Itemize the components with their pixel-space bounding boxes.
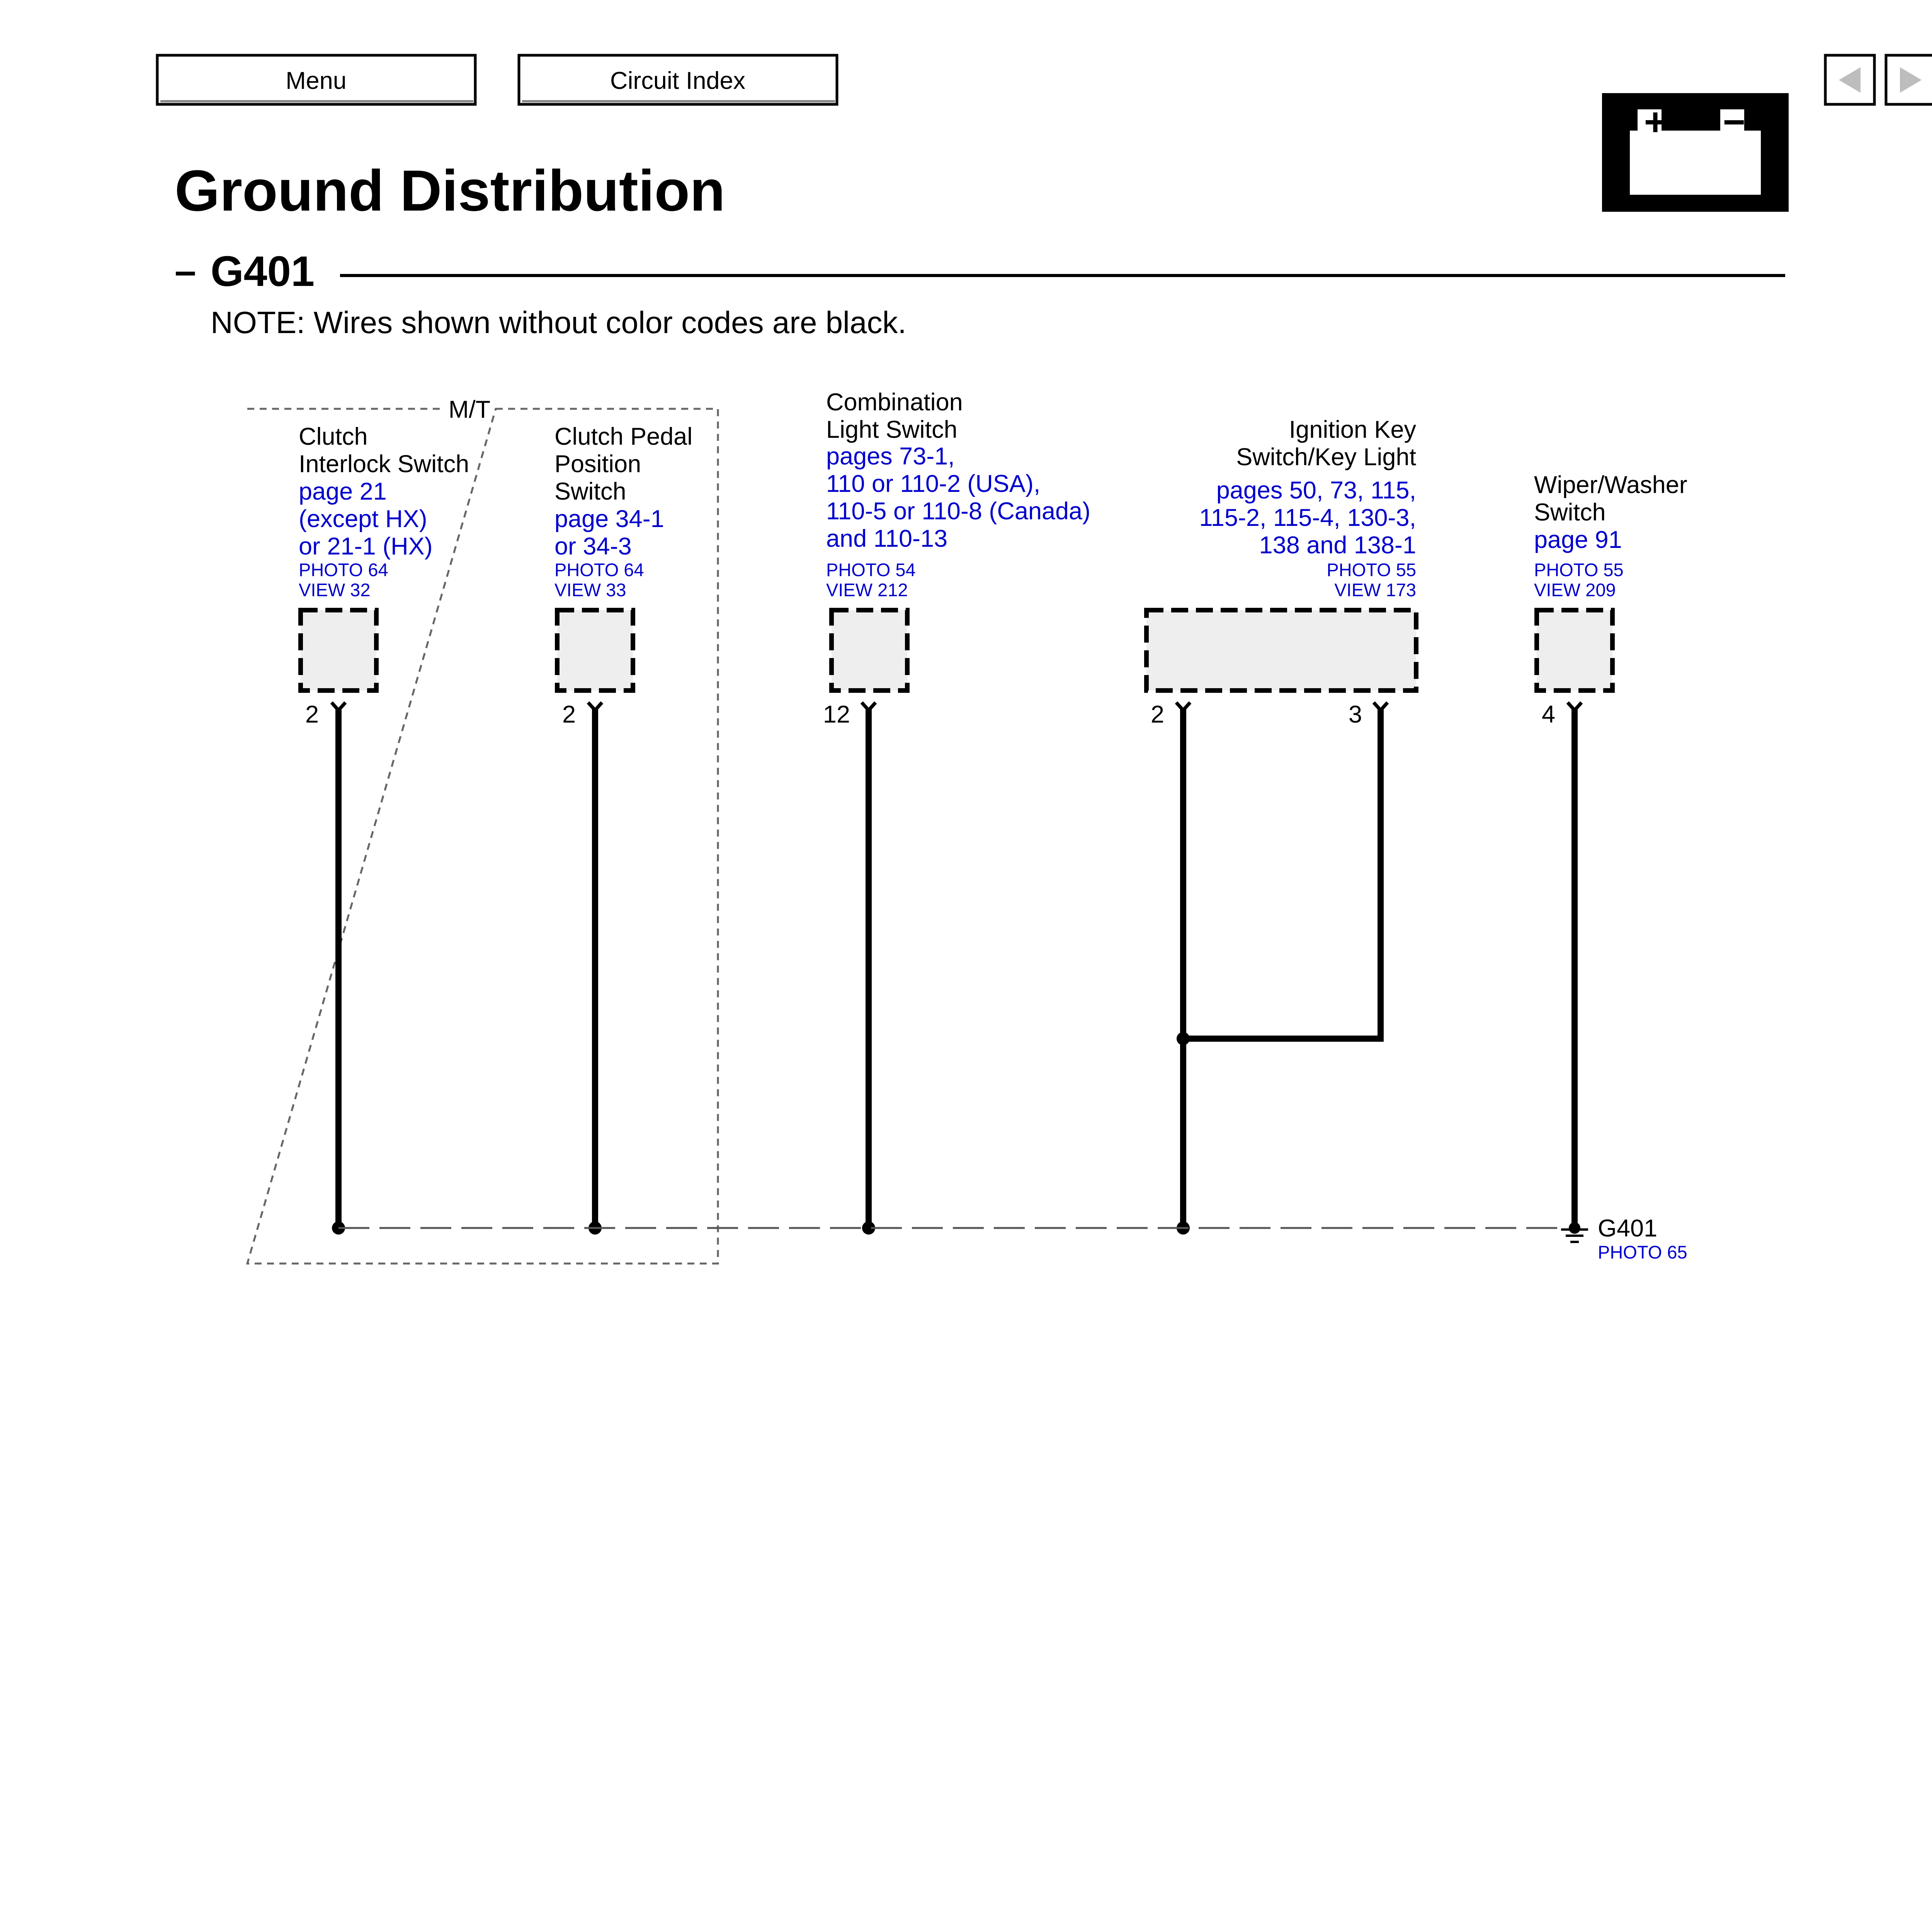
page-reference-link[interactable]: and 110-13 xyxy=(826,525,948,552)
page-reference-link[interactable]: 110 or 110-2 (USA), xyxy=(826,470,1041,497)
pin-number: 12 xyxy=(823,701,850,728)
page-reference-link[interactable]: 138 and 138-1 xyxy=(1259,532,1416,559)
component-title-line: Clutch xyxy=(299,423,368,450)
connector-box xyxy=(1537,610,1612,690)
terminal-fork-icon xyxy=(332,702,345,710)
connector-box xyxy=(301,610,376,690)
next-page-button-top[interactable] xyxy=(1886,55,1932,104)
connector-box xyxy=(1146,610,1416,690)
component-title-line: Combination xyxy=(826,389,963,416)
terminal-fork-icon xyxy=(1374,702,1388,710)
view-link[interactable]: VIEW 173 xyxy=(1334,580,1416,600)
page-reference-link[interactable]: page 91 xyxy=(1534,526,1622,553)
page-reference-link[interactable]: pages 73-1, xyxy=(826,443,955,470)
combination-light-switch xyxy=(823,389,1090,1235)
clutch-pedal-position-switch xyxy=(554,423,692,1235)
component-title-line: Switch xyxy=(1534,499,1606,526)
wiper-washer-switch xyxy=(1534,471,1687,1224)
component-title-line: Switch xyxy=(554,478,626,505)
battery-minus-sign: − xyxy=(1723,100,1746,144)
ignition-key-switch-key-light xyxy=(1146,416,1416,1235)
terminal-fork-icon xyxy=(1176,702,1190,710)
pin-number: 2 xyxy=(562,701,576,728)
pin-number: 3 xyxy=(1348,701,1362,728)
view-link[interactable]: VIEW 32 xyxy=(299,580,371,600)
battery-plus-sign: + xyxy=(1644,100,1667,144)
page-reference-link[interactable]: 110-5 or 110-8 (Canada) xyxy=(826,498,1091,525)
note-text: NOTE: Wires shown without color codes are black. xyxy=(211,305,906,340)
splice-dot xyxy=(1177,1032,1190,1045)
section-dash: – xyxy=(175,249,196,293)
ground-symbol-icon xyxy=(1561,1222,1588,1242)
photo-link[interactable]: PHOTO 54 xyxy=(826,560,916,580)
circuit-index-button-top-label: Circuit Index xyxy=(610,67,746,94)
connector-box xyxy=(832,610,907,690)
component-title-line: Switch/Key Light xyxy=(1236,444,1416,471)
view-link[interactable]: VIEW 33 xyxy=(554,580,626,600)
component-title-line: Light Switch xyxy=(826,416,957,443)
mt-group-label: M/T xyxy=(448,396,491,423)
photo-link[interactable]: PHOTO 64 xyxy=(554,560,644,580)
ground-label: G401 xyxy=(1598,1215,1658,1242)
photo-link[interactable]: PHOTO 64 xyxy=(299,560,388,580)
menu-button-top[interactable] xyxy=(157,55,475,104)
clutch-interlock-switch xyxy=(299,423,469,1235)
wire xyxy=(1183,709,1381,1039)
pin-number: 2 xyxy=(1150,701,1164,728)
component-title-line: Ignition Key xyxy=(1289,416,1416,443)
terminal-fork-icon xyxy=(862,702,876,710)
battery-icon xyxy=(1602,93,1789,212)
section-title: G401 xyxy=(211,248,315,295)
component-title-line: Clutch Pedal xyxy=(554,423,693,450)
component-title-line: Interlock Switch xyxy=(299,451,469,478)
page-reference-link[interactable]: page 21 xyxy=(299,478,387,505)
pin-number: 2 xyxy=(305,701,319,728)
component-title-line: Wiper/Washer xyxy=(1534,471,1687,498)
page-title: Ground Distribution xyxy=(175,158,725,223)
prev-page-button-top[interactable] xyxy=(1825,55,1874,104)
connector-box xyxy=(557,610,633,690)
photo-link[interactable]: PHOTO 55 xyxy=(1327,560,1416,580)
page-reference-link[interactable]: or 21-1 (HX) xyxy=(299,533,433,560)
view-link[interactable]: VIEW 212 xyxy=(826,580,908,600)
page-reference-link[interactable]: (except HX) xyxy=(299,505,427,532)
page-reference-link[interactable]: page 34-1 xyxy=(554,505,664,532)
page-reference-link[interactable]: pages 50, 73, 115, xyxy=(1216,477,1416,504)
ground-photo-link[interactable]: PHOTO 65 xyxy=(1598,1242,1687,1262)
photo-link[interactable]: PHOTO 55 xyxy=(1534,560,1624,580)
view-link[interactable]: VIEW 209 xyxy=(1534,580,1616,600)
terminal-fork-icon xyxy=(1568,702,1582,710)
circuit-index-button-top[interactable] xyxy=(519,55,837,104)
pin-number: 4 xyxy=(1541,701,1555,728)
page-reference-link[interactable]: or 34-3 xyxy=(554,533,632,560)
page-reference-link[interactable]: 115-2, 115-4, 130-3, xyxy=(1199,504,1416,531)
menu-button-top-label: Menu xyxy=(286,67,347,94)
component-title-line: Position xyxy=(554,451,641,478)
terminal-fork-icon xyxy=(588,702,602,710)
